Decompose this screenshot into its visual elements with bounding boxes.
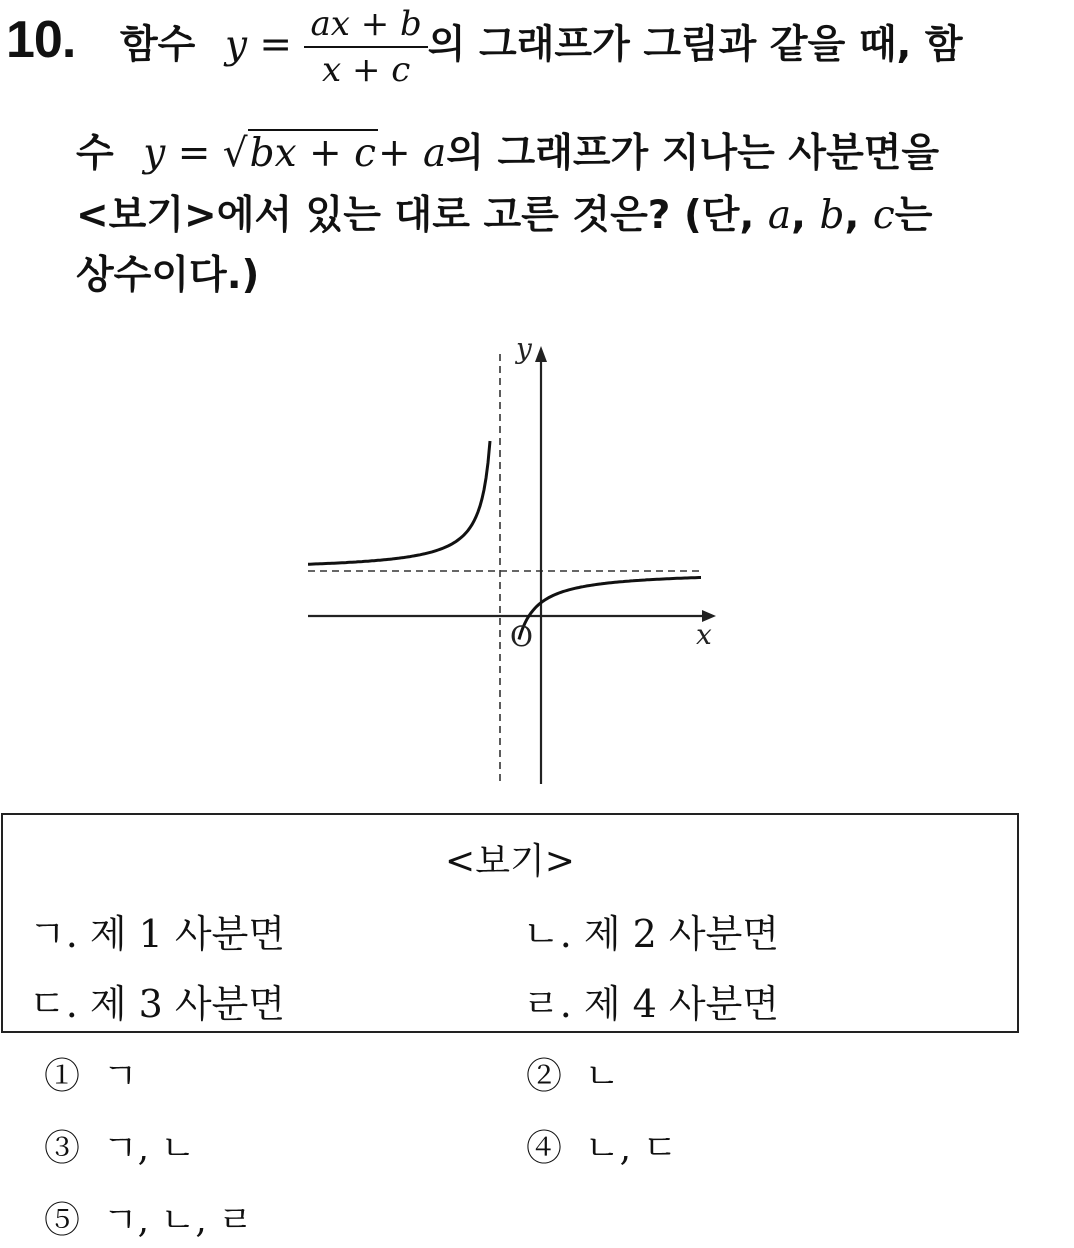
- line1-prefix: 함수: [120, 22, 196, 68]
- choice-4[interactable]: [526, 1120, 677, 1171]
- line3-text: <보기>에서 있는 대로 고른 것은? (단,: [76, 193, 755, 238]
- bogi-text: 제 3 사분면: [89, 982, 286, 1026]
- question-line-4: 상수이다.): [76, 253, 260, 298]
- choice-number: ④: [526, 1128, 563, 1169]
- fraction-numerator: ax + b: [304, 4, 427, 48]
- bogi-mark: ㄹ.: [523, 982, 572, 1026]
- fraction: [304, 4, 427, 90]
- fraction-denominator: x + c: [321, 50, 411, 90]
- choice-5[interactable]: [44, 1192, 253, 1243]
- line1-suffix: 의 그래프가 그림과 같을 때, 함: [427, 22, 963, 68]
- lower-right-branch: [519, 578, 701, 640]
- hyperbola-graph: [290, 328, 730, 798]
- bogi-mark: ㄴ.: [523, 912, 572, 956]
- choice-2[interactable]: [526, 1048, 620, 1099]
- bogi-item-4: [523, 973, 779, 1028]
- x-axis-label: x: [696, 618, 712, 651]
- bogi-text: 제 1 사분면: [89, 912, 286, 956]
- bogi-item-1: [29, 903, 285, 958]
- y-axis-arrow: [535, 346, 547, 362]
- line2-suffix: 의 그래프가 지나는 사분면을: [446, 131, 940, 176]
- choice-number: ⑤: [44, 1200, 81, 1241]
- choice-1[interactable]: [44, 1048, 138, 1099]
- y-axis-label: y: [516, 332, 532, 365]
- question-line-3: <보기>에서 있는 대로 고른 것은? (단, a, b, c는: [76, 193, 933, 238]
- origin-label: O: [510, 620, 533, 653]
- bogi-mark: ㄷ.: [29, 982, 78, 1026]
- question-line-2: 수 y = √bx + c+ a의 그래프가 지나는 사분면을: [76, 131, 940, 176]
- choice-text: ㄱ, ㄴ, ㄹ: [102, 1200, 254, 1241]
- line3-suffix: 는: [894, 193, 933, 238]
- var-c: c: [872, 193, 895, 238]
- bogi-item-3: [29, 973, 285, 1028]
- sqrt-radicand: bx + c: [249, 131, 376, 176]
- bogi-mark: ㄱ.: [29, 912, 78, 956]
- bogi-text: 제 2 사분면: [583, 912, 780, 956]
- line2-prefix: 수: [76, 131, 114, 176]
- choice-text: ㄴ: [584, 1056, 620, 1097]
- bogi-title: <보기>: [445, 841, 575, 882]
- choice-text: ㄴ, ㄷ: [584, 1128, 678, 1169]
- upper-left-branch: [308, 441, 490, 564]
- bogi-item-2: [523, 903, 779, 958]
- var-a: a: [423, 131, 447, 176]
- var-b: b: [819, 193, 845, 238]
- choice-text: ㄱ, ㄴ: [102, 1128, 196, 1169]
- choice-3[interactable]: [44, 1120, 195, 1171]
- choice-number: ③: [44, 1128, 81, 1169]
- bogi-box: [1, 813, 1019, 1033]
- bogi-text: 제 4 사분면: [583, 982, 780, 1026]
- var-a: a: [767, 193, 792, 238]
- plus-sign: +: [377, 131, 424, 176]
- question-line-1: 함수 y = $\frac{ax + b}{x + c}$ 의 그래프가 그림과 같을 때, 함: [120, 4, 963, 90]
- choice-number: ②: [526, 1056, 563, 1097]
- square-root: √bx + c: [222, 131, 376, 176]
- choice-number: ①: [44, 1056, 81, 1097]
- question-number: 10.: [6, 11, 76, 69]
- choice-text: ㄱ: [102, 1056, 138, 1097]
